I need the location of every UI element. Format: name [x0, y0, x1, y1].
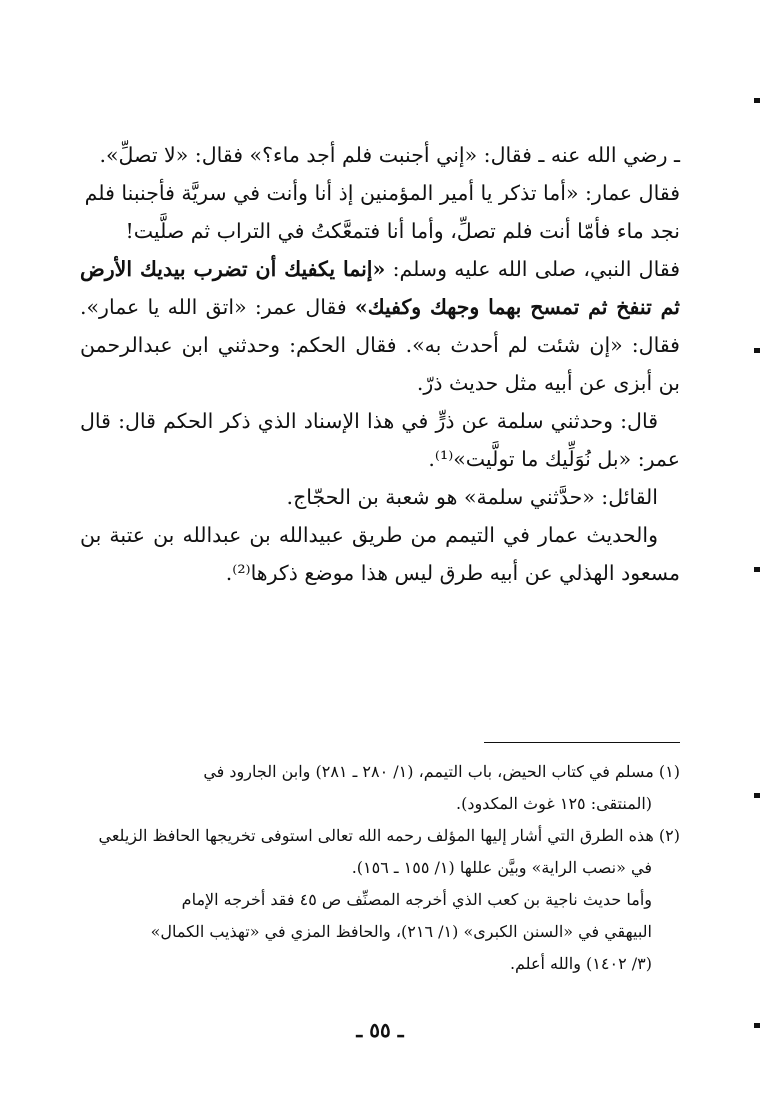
text-line: نجد ماء فأمّا أنت فلم تصلِّ، وأما أنا فتمعَّكتُ في التراب ثم صلَّيت! — [125, 219, 680, 243]
hadith-paragraph — [80, 250, 680, 402]
footnotes — [80, 756, 680, 980]
footnote-line: (٣/ ١٤٠٢) والله أعلم. — [509, 954, 652, 973]
scan-edge-mark — [754, 567, 760, 572]
footnote-separator — [484, 742, 680, 743]
text-paragraph: القائل: «حدَّثني سلمة» هو شعبة بن الحجّاج. — [286, 485, 658, 509]
footnote-line: (٢) هذه الطرق التي أشار إليها المؤلف رحمه الله تعالى استوفى تخريجها الحافظ الزيلعي — [98, 826, 680, 845]
footnote-line: البيهقي في «السنن الكبرى» (١/ ٢١٦)، والحافظ المزي في «تهذيب الكمال» — [150, 922, 652, 941]
page-number: ـ ٥٥ ـ — [356, 1018, 404, 1042]
text-line: ـ رضي الله عنه ـ فقال: «إني أجنبت فلم أجد ماء؟» فقال: «لا تصلِّ». — [99, 143, 680, 167]
text-line: فقال عمار: «أما تذكر يا أمير المؤمنين إذ أنا وأنت في سريَّة فأجنبنا فلم — [84, 181, 680, 205]
scan-edge-mark — [754, 348, 760, 353]
scan-edge-mark — [754, 98, 760, 103]
scan-edge-mark — [754, 793, 760, 798]
text-paragraph: والحديث عمار في التيمم من طريق عبيدالله بن عبدالله بن عتبة بن مسعود الهذلي عن أبيه طرق ليس هذا موضع ذكرها⁽²⁾. — [80, 523, 680, 585]
footnote-line: (المنتقى: ١٢٥ غوث المكدود). — [455, 794, 652, 813]
scan-edge-mark — [754, 1023, 760, 1028]
text-run: فقال النبي، صلى الله عليه وسلم: — [385, 257, 680, 281]
footnote-line: (١) مسلم في كتاب الحيض، باب التيمم، (١/ ٢٨٠ ـ ٢٨١) وابن الجارود في — [203, 762, 680, 781]
footnote-line: في «نصب الراية» وبيَّن عللها (١/ ١٥٥ ـ ١٥٦). — [351, 858, 652, 877]
text-run: فقال عمر: «اتق الله يا عمار». فقال: «إن شئت لم أحدث به». فقال الحكم: وحدثني ابن عبدالرحمن بن أبزى عن أبيه مثل حديث ذرّ. — [80, 295, 680, 395]
prophet-quote-bold: «إنما يكفيك أن تضرب بيديك الأرض ثم تنفخ ثم تمسح بهما وجهك وكفيك» — [80, 257, 680, 319]
footnote-line: وأما حديث ناجية بن كعب الذي أخرجه المصنِّف ص ٤٥ فقد أخرجه الإمام — [181, 890, 652, 909]
text-paragraph: قال: وحدثني سلمة عن ذرٍّ في هذا الإسناد الذي ذكر الحكم قال: قال عمر: «بل نُوَلِّيك ما تولَّيت»⁽¹⁾. — [80, 409, 680, 471]
main-text — [80, 136, 680, 592]
